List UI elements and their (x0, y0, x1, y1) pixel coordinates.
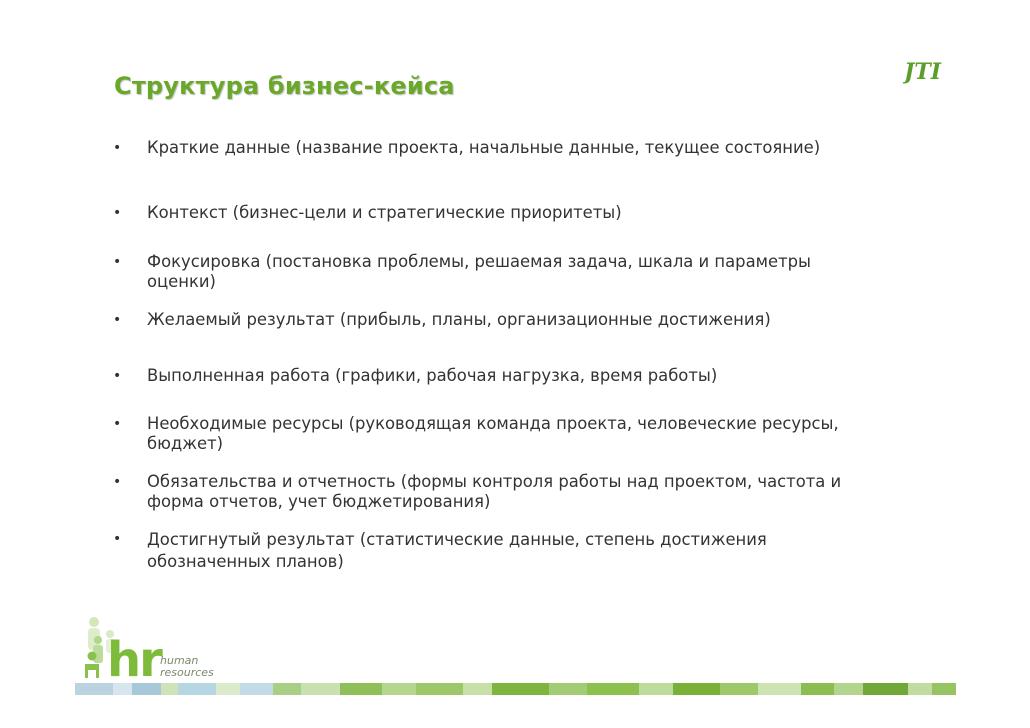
list-item (113, 414, 893, 454)
bullet-dot: • (113, 140, 122, 156)
bullet-dot: • (113, 416, 122, 432)
list-item (113, 310, 893, 330)
bullet-dot: • (113, 531, 122, 547)
bullet-text: Достигнутый результат (статистические данные, степень достижения обозначенных планов) (147, 530, 767, 571)
bullet-text: Необходимые ресурсы (руководящая команда проекта, человеческие ресурсы, бюджет) (147, 414, 839, 453)
bullet-dot: • (113, 368, 122, 384)
list-item (113, 252, 893, 292)
bullet-text: Желаемый результат (прибыль, планы, организационные достижения) (147, 310, 771, 329)
hr-logo-text: hr (107, 632, 161, 682)
bullet-text: Краткие данные (название проекта, начальные данные, текущее состояние) (147, 138, 821, 157)
bullet-text: Фокусировка (постановка проблемы, решаемая задача, шкала и параметры оценки) (147, 252, 811, 291)
jti-logo-text: JTI (904, 59, 942, 85)
list-item (113, 472, 893, 512)
bullet-dot: • (113, 205, 122, 221)
list-item (113, 529, 893, 573)
bullet-text: Выполненная работа (графики, рабочая нагрузка, время работы) (147, 366, 718, 385)
bullet-text: Контекст (бизнес-цели и стратегические приоритеты) (147, 203, 622, 222)
footer-color-strip (75, 683, 956, 695)
bullet-dot: • (113, 312, 122, 328)
bullet-dot: • (113, 474, 122, 490)
list-item (113, 203, 893, 223)
hr-human-resources-logo (80, 612, 220, 682)
list-item (113, 366, 893, 386)
bullet-text: Обязательства и отчетность (формы контроля работы над проектом, частота и форма отчетов, учет бюджетирования) (147, 472, 842, 511)
list-item (113, 138, 893, 158)
slide-title: Структура бизнес-кейса (114, 72, 455, 100)
hr-logo-line1: human (160, 654, 199, 667)
bullet-dot: • (113, 254, 122, 270)
hr-logo-line2: resources (160, 666, 214, 679)
jti-logo (903, 55, 945, 85)
